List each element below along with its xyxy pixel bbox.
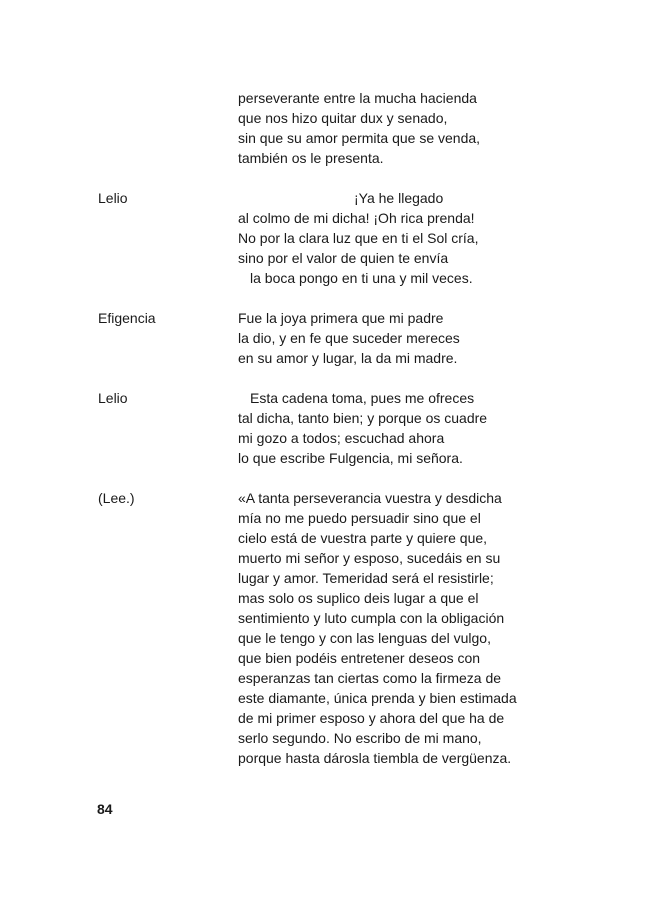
verse-line: sin que su amor permita que se venda,: [238, 130, 481, 146]
verse-line: tal dicha, tanto bien; y porque os cuadre: [238, 410, 488, 426]
speaker-label: Lelio: [98, 390, 128, 406]
letter-line: mía no me puedo persuadir sino que el: [238, 510, 481, 526]
verse-line: No por la clara luz que en ti el Sol cría,: [238, 230, 479, 246]
verse-line: también os le presenta.: [238, 150, 384, 166]
letter-line: cielo está de vuestra parte y quiere que,: [238, 530, 488, 546]
letter-line: muerto mi señor y esposo, sucedáis en su: [238, 550, 501, 566]
verse-line: lo que escribe Fulgencia, mi señora.: [238, 450, 463, 466]
letter-line: porque hasta dárosla tiembla de vergüenza.: [238, 750, 512, 766]
letter-line: que le tengo y con las lenguas del vulgo,: [238, 630, 491, 646]
speaker-label: Lelio: [98, 190, 128, 206]
verse-line: Esta cadena toma, pues me ofreces: [250, 390, 475, 406]
verse-lines: [238, 308, 538, 368]
verse-line: Fue la joya primera que mi padre: [238, 310, 444, 326]
speaker-label: Efigencia: [98, 310, 156, 326]
verse-line: al colmo de mi dicha! ¡Oh rica prenda!: [238, 210, 475, 226]
letter-line: sentimiento y luto cumpla con la obligación: [238, 610, 505, 626]
verse-line: sino por el valor de quien te envía: [238, 250, 449, 266]
verse-line: ¡Ya he llegado: [354, 190, 444, 206]
page-number: 84: [97, 801, 113, 817]
verse-line: la boca pongo en ti una y mil veces.: [250, 270, 473, 286]
letter-line: de mi primer esposo y ahora del que ha de: [238, 710, 505, 726]
verse-lines: [238, 188, 538, 288]
verse-lines: [238, 388, 538, 468]
letter-line: que bien podéis entretener deseos con: [238, 650, 481, 666]
stage-direction: (Lee.): [98, 490, 135, 506]
verse-line: la dio, y en fe que suceder mereces: [238, 330, 460, 346]
letter-lines: [238, 488, 538, 768]
letter-line: esperanzas tan ciertas como la firmeza de: [238, 670, 502, 686]
letter-line: este diamante, única prenda y bien estimada: [238, 690, 517, 706]
verse-line: mi gozo a todos; escuchad ahora: [238, 430, 445, 446]
verse-line: que nos hizo quitar dux y senado,: [238, 110, 448, 126]
verse-lines: [238, 88, 538, 168]
letter-line: «A tanta perseverancia vuestra y desdicha: [238, 490, 502, 506]
verse-line: perseverante entre la mucha hacienda: [238, 90, 477, 106]
letter-line: serlo segundo. No escribo de mi mano,: [238, 730, 482, 746]
verse-line: en su amor y lugar, la da mi madre.: [238, 350, 458, 366]
letter-line: mas solo os suplico deis lugar a que el: [238, 590, 479, 606]
letter-line: lugar y amor. Temeridad será el resistirle;: [238, 570, 494, 586]
